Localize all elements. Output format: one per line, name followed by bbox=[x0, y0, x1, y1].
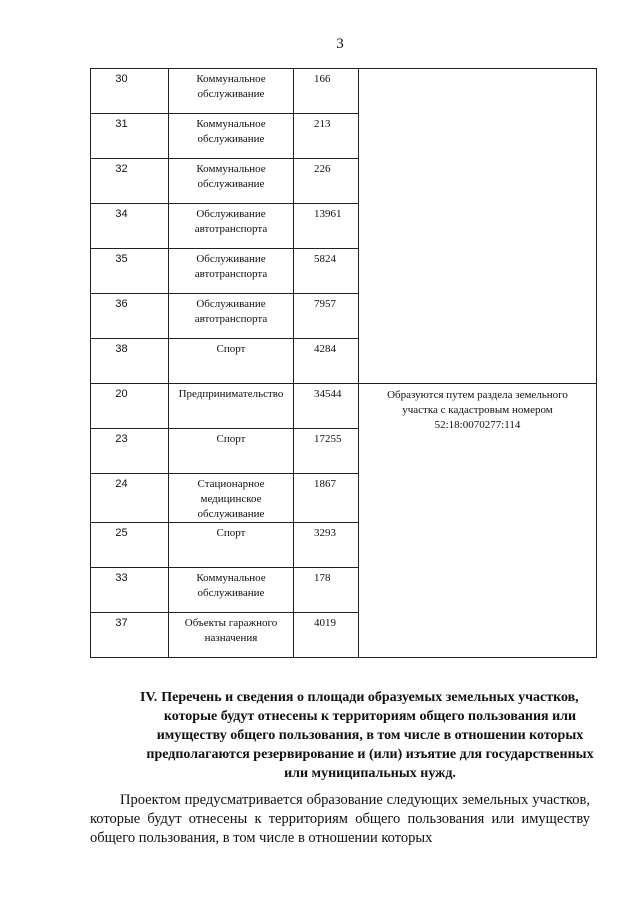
row-number: 34 bbox=[91, 204, 169, 249]
row-number: 35 bbox=[91, 249, 169, 294]
row-number: 23 bbox=[91, 429, 169, 474]
row-area: 1867 bbox=[294, 474, 359, 523]
row-area: 4019 bbox=[294, 613, 359, 658]
row-area: 17255 bbox=[294, 429, 359, 474]
row-number: 20 bbox=[91, 384, 169, 429]
row-area: 4284 bbox=[294, 339, 359, 384]
row-number: 24 bbox=[91, 474, 169, 523]
row-area: 226 bbox=[294, 159, 359, 204]
row-permitted-use: Коммунальное обслуживание bbox=[169, 114, 294, 159]
row-number: 32 bbox=[91, 159, 169, 204]
row-number: 25 bbox=[91, 523, 169, 568]
row-permitted-use: Обслуживание автотранспорта bbox=[169, 204, 294, 249]
row-permitted-use: Спорт bbox=[169, 339, 294, 384]
row-permitted-use: Спорт bbox=[169, 523, 294, 568]
row-permitted-use: Коммунальное обслуживание bbox=[169, 69, 294, 114]
row-number: 37 bbox=[91, 613, 169, 658]
row-number: 36 bbox=[91, 294, 169, 339]
row-area: 213 bbox=[294, 114, 359, 159]
row-area: 5824 bbox=[294, 249, 359, 294]
row-area: 178 bbox=[294, 568, 359, 613]
row-permitted-use: Спорт bbox=[169, 429, 294, 474]
body-paragraph: Проектом предусматривается образование следующих земельных участков, которые будут отнесены к территориям общего пользования или имуществу общего пользования, в том числе в отношении которых bbox=[90, 792, 590, 846]
row-permitted-use: Предпринимательство bbox=[169, 384, 294, 429]
row-permitted-use: Обслуживание автотранспорта bbox=[169, 249, 294, 294]
row-permitted-use: Стационарное медицинское обслуживание bbox=[169, 474, 294, 523]
row-area: 7957 bbox=[294, 294, 359, 339]
page-number: 3 bbox=[336, 36, 344, 52]
land-plots-table bbox=[90, 68, 597, 658]
row-permitted-use: Обслуживание автотранспорта bbox=[169, 294, 294, 339]
row-number: 33 bbox=[91, 568, 169, 613]
section-number: IV. bbox=[140, 690, 158, 705]
row-note-group-2: Образуются путем раздела земельного участка с кадастровым номером 52:18:0070277:114 bbox=[359, 384, 597, 658]
row-permitted-use: Объекты гаражного назначения bbox=[169, 613, 294, 658]
row-note-group-1 bbox=[359, 69, 597, 384]
row-number: 30 bbox=[91, 69, 169, 114]
row-permitted-use: Коммунальное обслуживание bbox=[169, 159, 294, 204]
table-row bbox=[91, 69, 597, 114]
row-number: 31 bbox=[91, 114, 169, 159]
row-area: 34544 bbox=[294, 384, 359, 429]
row-area: 166 bbox=[294, 69, 359, 114]
table-row bbox=[91, 384, 597, 429]
row-area: 3293 bbox=[294, 523, 359, 568]
row-number: 38 bbox=[91, 339, 169, 384]
section-title: Перечень и сведения о площади образуемых земельных участков, которые будут отнесены к территориям общего пользования или имуществу общего пользования, в том числе в отношении которых предполагаются резервирование и (или) изъятие для государственных или муниципальных нужд. bbox=[146, 690, 594, 781]
row-permitted-use: Коммунальное обслуживание bbox=[169, 568, 294, 613]
section-heading bbox=[140, 688, 600, 783]
row-area: 13961 bbox=[294, 204, 359, 249]
